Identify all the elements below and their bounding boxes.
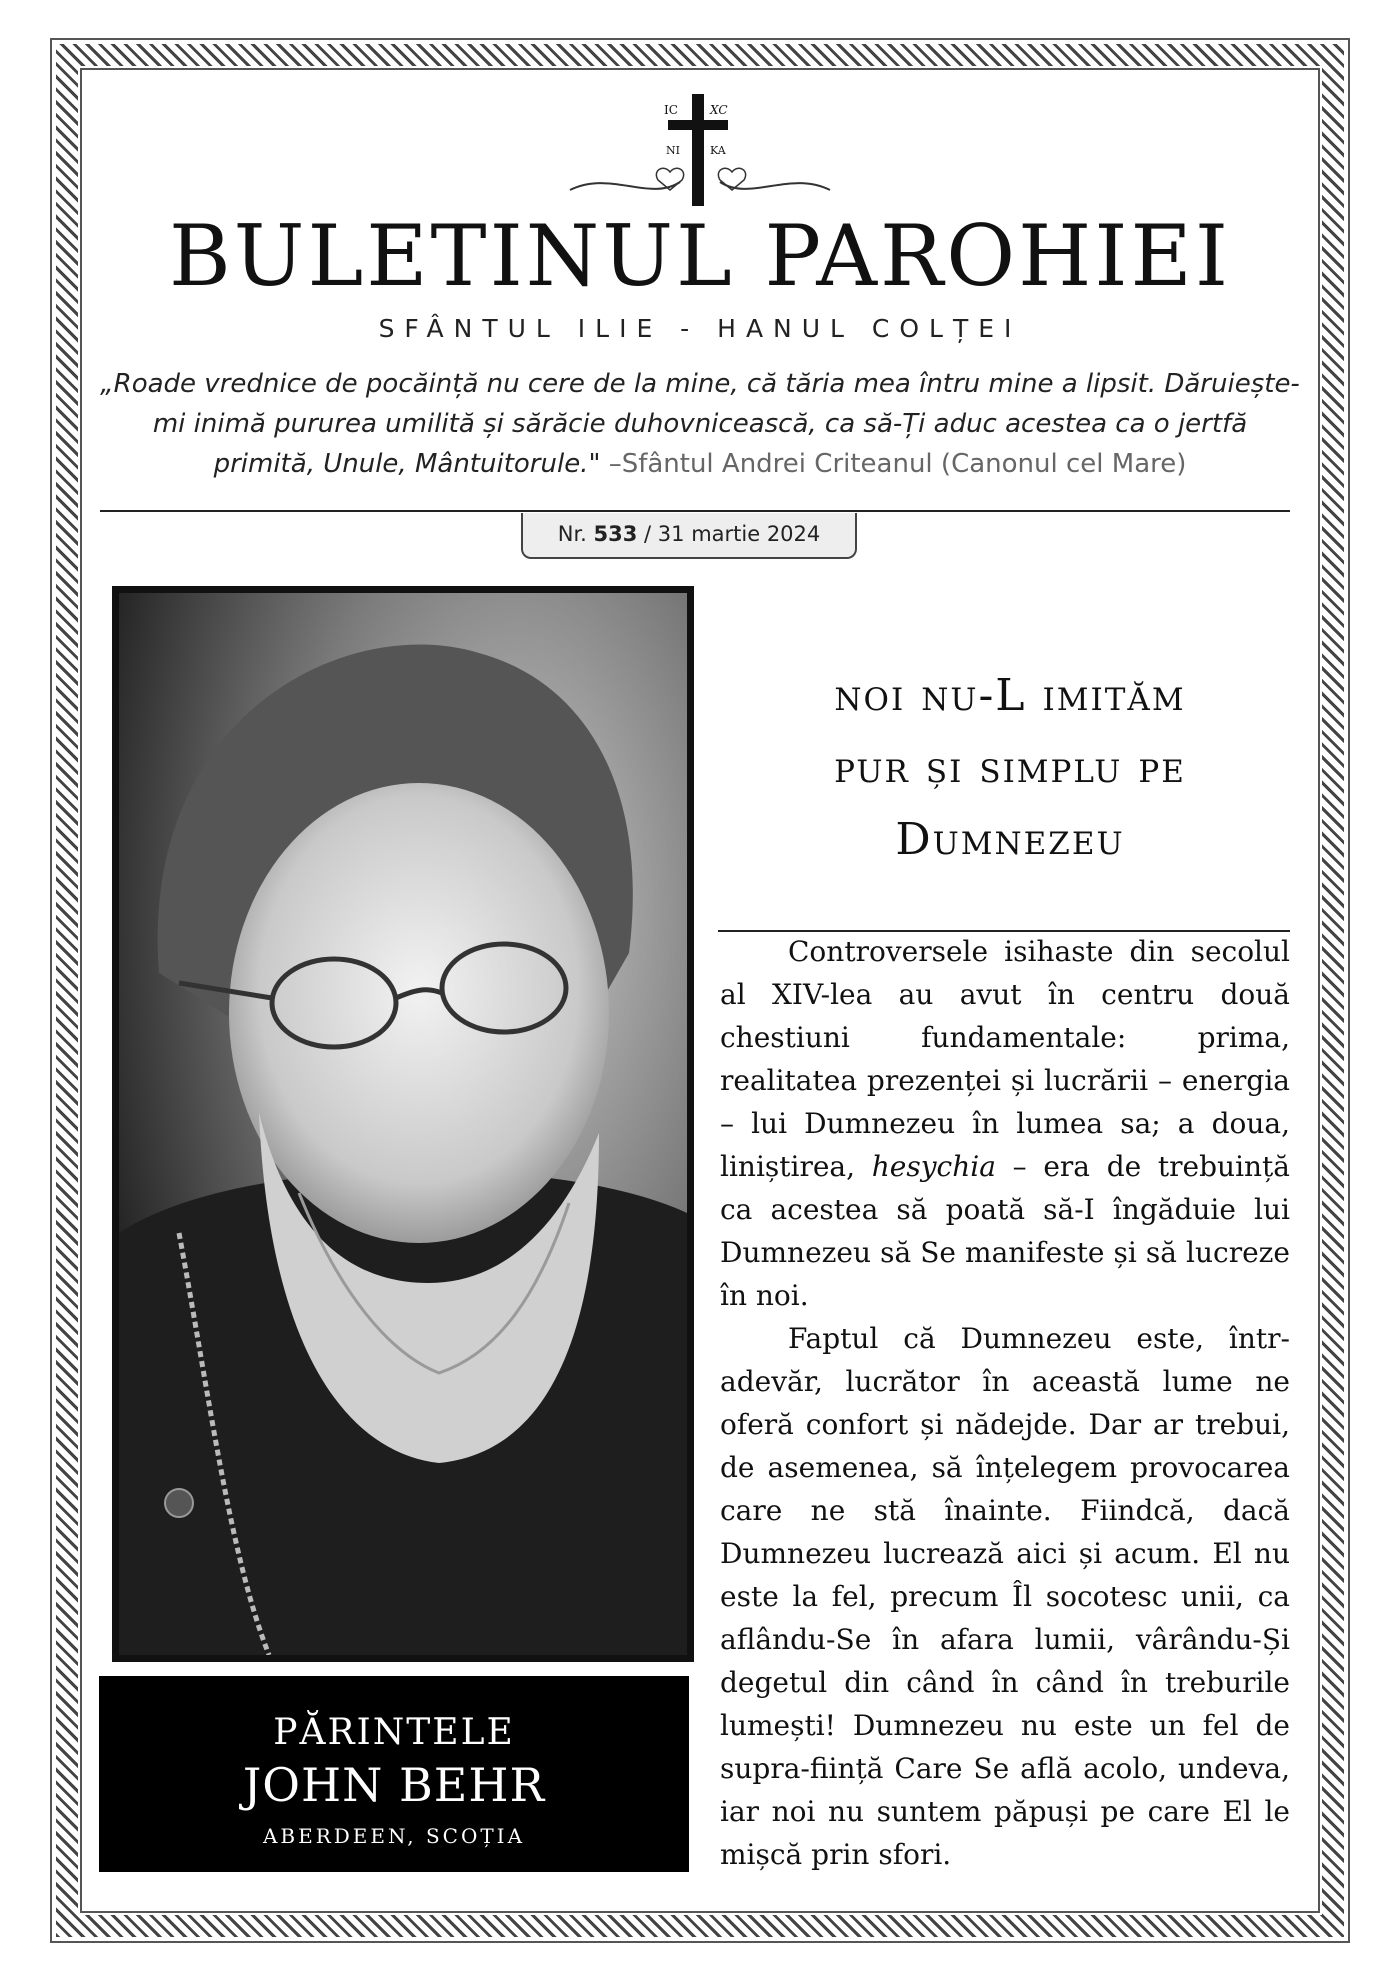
emblem-xc: XC <box>710 103 728 117</box>
emblem-ni: NI <box>666 144 680 157</box>
emblem-ka: KA <box>710 144 726 157</box>
issue-number: 533 <box>593 522 638 546</box>
caption-location: ABERDEEN, SCOȚIA <box>262 1824 526 1848</box>
issue-badge <box>521 513 857 559</box>
quote-text: „Roade vrednice de pocăință nu cere de la mine, că tăria mea întru mine a lipsit. Dăruiește-mi inimă pururea umilită și sărăcie duhovnicească, ca să-Ți aduc acestea ca o jertfă primită, Unule, Mântuitorule." <box>100 369 1300 479</box>
portrait-caption <box>99 1676 689 1872</box>
header-quote <box>100 364 1300 484</box>
article-title-line: noi nu-L imităm <box>834 670 1186 721</box>
parish-name: SFÂNTUL ILIE - HANUL COLȚEI <box>378 314 1022 343</box>
article-paragraph <box>720 930 1290 1317</box>
cross-emblem-icon <box>560 90 840 210</box>
article-title-line: pur și simplu pe <box>834 742 1186 793</box>
article-title-line: Dumnezeu <box>895 814 1125 865</box>
paragraph-text: Controversele isihaste din secolul al XIV-lea au avut în centru două chestiuni fundamentale: prima, realitatea prezenței și lucrării – energia – lui Dumnezeu în lumea sa; a doua, liniștirea, <box>720 935 1290 1183</box>
article-paragraph: Faptul că Dumnezeu este, într-adevăr, lucrător în această lume ne oferă confort și nădejde. Dar ar trebui, de asemenea, să înțelegem provocarea care ne stă înainte. Fiindcă, dacă Dumnezeu lucrează aici și acum. El nu este la fel, precum Îl socotesc unii, ca aflându-Se în afara lumii, vârându-Și degetul din când în când în treburile lumești! Dumnezeu nu este un fel de supra-ființă Care Se află acolo, undeva, iar noi nu suntem păpuși pe care El le mișcă prin sfori. <box>720 1322 1290 1871</box>
caption-title: PĂRINTELE <box>273 1712 515 1753</box>
header-divider <box>100 510 1290 512</box>
portrait-illustration <box>119 593 687 1655</box>
quote-source: –Sfântul Andrei Criteanul (Canonul cel Mare) <box>608 449 1187 479</box>
emblem-ic: IC <box>664 103 678 117</box>
paragraph-text: – era de trebuință ca acestea să poată să-I îngăduie lui Dumnezeu să Se manifeste și să lucreze în noi. <box>720 1150 1290 1312</box>
issue-prefix: Nr. <box>557 522 587 546</box>
emphasis-term: hesychia <box>871 1150 996 1183</box>
portrait-photo <box>112 586 694 1662</box>
article-title <box>720 660 1300 876</box>
issue-date: / 31 martie 2024 <box>644 522 821 546</box>
caption-name: JOHN BEHR <box>242 1758 546 1812</box>
bulletin-title: BULETINUL PAROHIEI <box>168 207 1232 305</box>
article-body <box>720 930 1290 1876</box>
